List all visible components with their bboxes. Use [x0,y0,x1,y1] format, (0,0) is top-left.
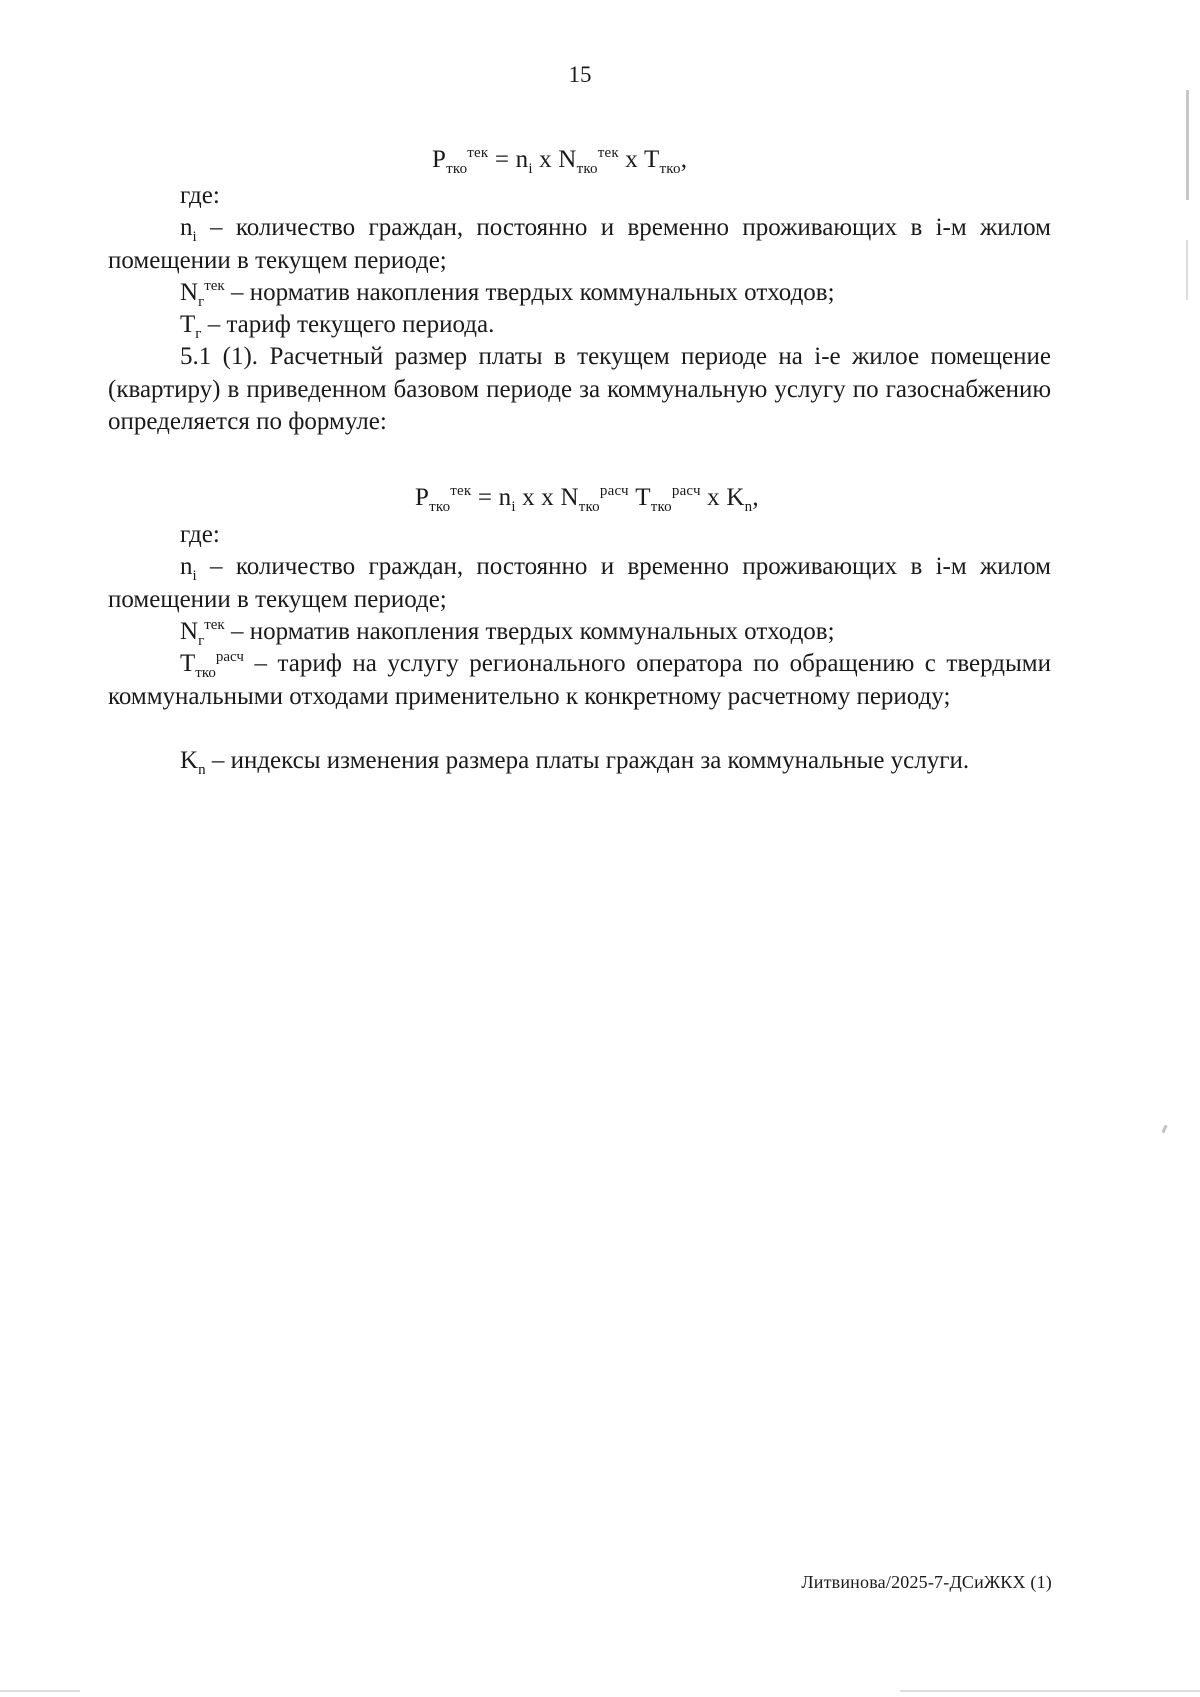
formula-operator: x [618,146,645,173]
definition-tg [108,309,1051,342]
definition-text: – количество граждан, постоянно и временно проживающих в i-м жилом помещении в текущем периоде; [108,214,1051,274]
definition-ni [108,551,1051,616]
scan-edge-mark [0,1690,80,1692]
formula-subscript: i [511,499,516,515]
symbol: T [180,311,196,338]
formula-superscript: расч [599,483,629,499]
symbol-subscript: г [198,633,205,649]
definition-text: – индексы изменения размера платы граждан за коммунальные услуги. [205,747,970,774]
symbol-superscript: тек [204,617,225,633]
symbol-subscript: г [195,326,202,342]
where-label: где: [180,182,220,209]
formula-symbol: P [432,146,447,173]
definition-text: – количество граждан, постоянно и временно проживающих в i-м жилом помещении в текущем периоде; [108,553,1051,613]
formula-calculated-payment [415,483,759,515]
formula-superscript: тек [467,145,489,161]
formula-subscript: тко [650,499,672,515]
symbol-superscript: тек [204,278,225,294]
symbol-subscript: n [198,762,206,778]
symbol: T [180,650,196,677]
formula-symbol: T [635,484,651,511]
formula-operator: = [471,484,499,511]
symbol-superscript: расч [215,649,244,665]
formula-subscript: тко [446,161,468,177]
formula-superscript: расч [671,483,701,499]
symbol-subscript: г [198,294,205,310]
definition-text: – тариф на услугу регионального оператора по обращению с твердыми коммунальными отходами применительно к конкретному расчетному периоду; [108,650,1051,710]
formula-operator: x x [515,484,561,511]
page-number: 15 [568,62,592,87]
formula-subscript: тко [429,499,451,515]
scan-edge-mark [1186,240,1188,300]
formula-symbol: n [498,484,512,511]
formula-symbol: P [415,484,430,511]
formula-symbol: n [515,146,529,173]
formula-operator: = [488,146,516,173]
symbol: K [180,747,199,774]
definition-ng [108,277,1051,310]
symbol-subscript: i [192,568,197,584]
symbol-subscript: i [192,229,197,245]
symbol: n [180,214,193,241]
formula-subscript: i [528,161,533,177]
formula-subscript: тко [578,499,600,515]
clause-5-1-1: 5.1 (1). Расчетный размер платы в текущем периоде на i-е жилое помещение (квартиру) в приведенном базовом периоде за коммунальную услугу по газоснабжению определяется по формуле: [108,343,1051,435]
formula-subscript: тко [576,161,598,177]
definition-tariff [108,648,1051,713]
symbol-subscript: тко [195,665,216,681]
formula-symbol: K [726,484,745,511]
definition-kn [108,745,1051,778]
scan-speck [1161,1125,1167,1134]
formula-symbol: N [558,146,577,173]
formula-subscript: n [744,499,753,515]
definition-ni [108,212,1051,277]
where-label: где: [180,521,220,548]
symbol: N [180,618,199,645]
formula-operator: , [680,146,688,173]
symbol: n [180,553,193,580]
formula-operator: x [532,146,559,173]
formula-current-payment [432,145,688,177]
symbol: N [180,279,199,306]
formula-subscript: тко [659,161,681,177]
formula-symbol: T [644,146,660,173]
document-footer-code: Литвинова/2025-7-ДСиЖКХ (1) [801,1572,1052,1592]
definition-text: – норматив накопления твердых коммунальных отходов; [224,618,835,645]
formula-operator: x [700,484,727,511]
definition-ng [108,616,1051,649]
formula-symbol: N [560,484,579,511]
definition-text: – тариф текущего периода. [201,311,495,338]
formula-operator: , [752,484,759,511]
formula-superscript: тек [450,483,472,499]
scan-edge-mark [900,1690,1200,1692]
formula-superscript: тек [597,145,619,161]
scan-edge-mark [1186,90,1189,200]
definition-text: – норматив накопления твердых коммунальных отходов; [224,279,835,306]
